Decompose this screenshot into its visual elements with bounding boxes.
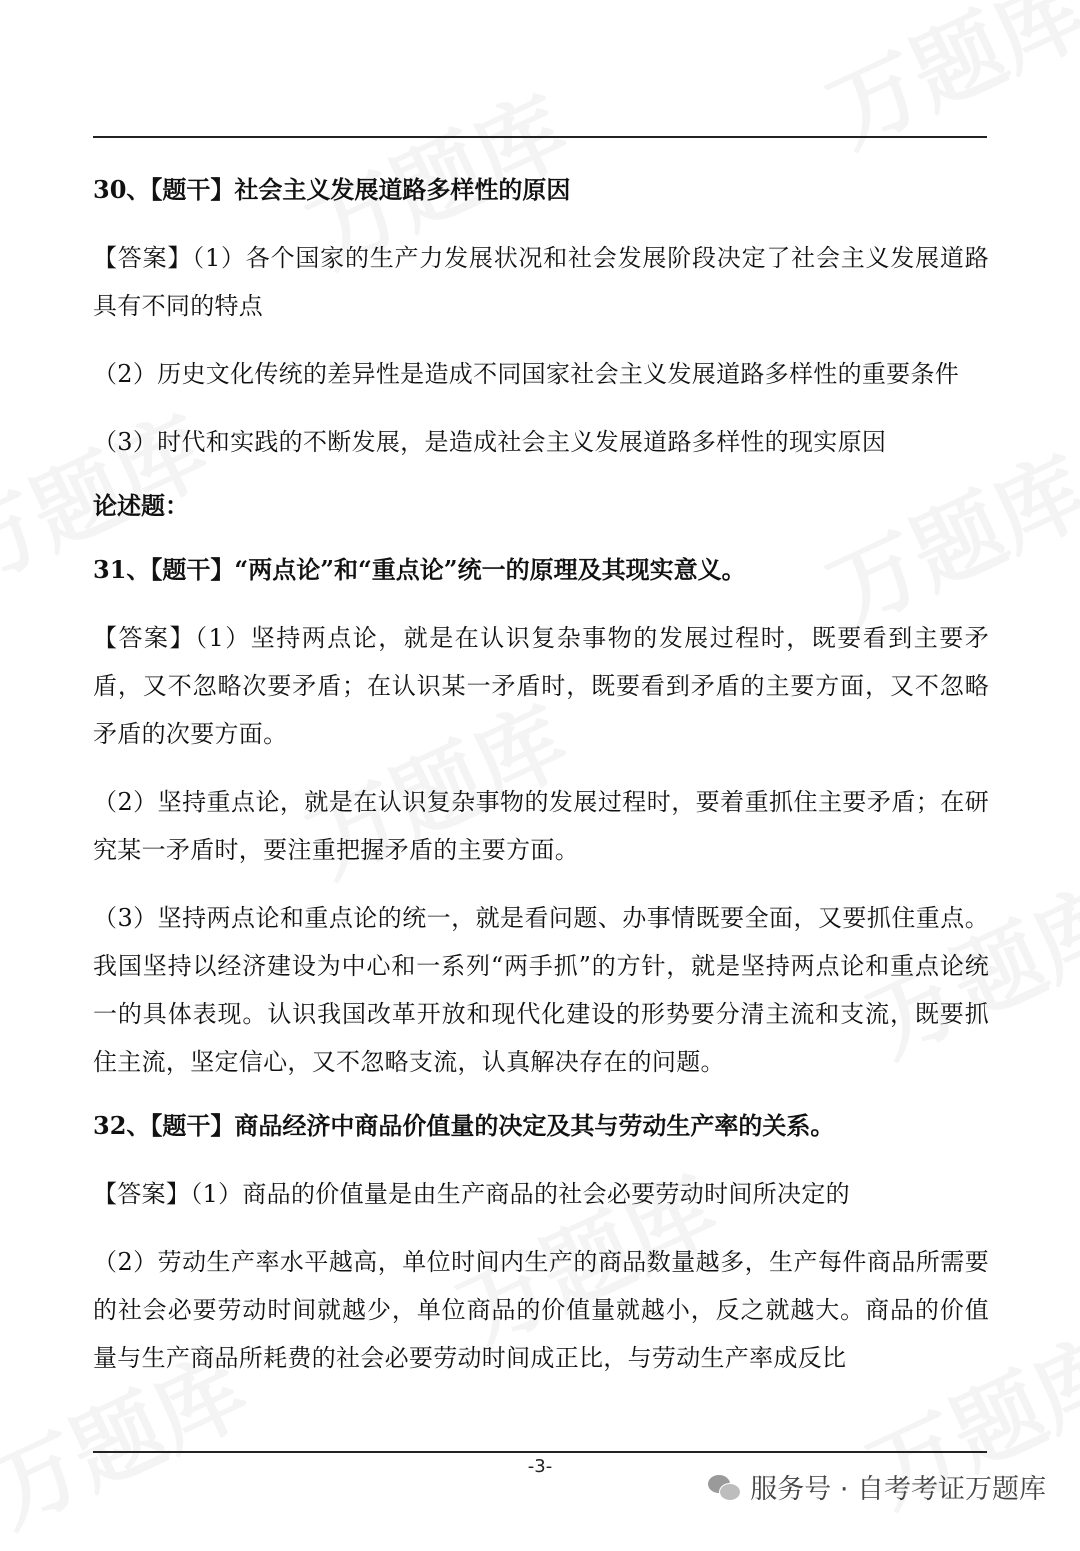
question-30-answer-2: （2）历史文化传统的差异性是造成不同国家社会主义发展道路多样性的重要条件 bbox=[93, 360, 960, 388]
question-30-answer-1: 【答案】（1）各个国家的生产力发展状况和社会发展阶段决定了社会主义发展道路具有不同的特点 bbox=[93, 244, 989, 320]
question-31-answer-3: （3）坚持两点论和重点论的统一，就是看问题、办事情既要全面，又要抓住重点。我国坚持以经济建设为中心和一系列“两手抓”的方针，就是坚持两点论和重点论统一的具体表现。认识我国改革开放和现代化建设的形势要分清主流和支流，既要抓住主流，坚定信心，又不忽略支流，认真解决存在的问题。 bbox=[93, 904, 989, 1076]
page-content bbox=[93, 170, 989, 1402]
watermark bbox=[805, 0, 1080, 171]
question-32-answer-1: 【答案】（1）商品的价值量是由生产商品的社会必要劳动时间所决定的 bbox=[93, 1180, 850, 1208]
footer-rule bbox=[93, 1451, 987, 1453]
question-31-answer-1: 【答案】（1）坚持两点论，就是在认识复杂事物的发展过程时，既要看到主要矛盾，又不忽略次要矛盾；在认识某一矛盾时，既要看到矛盾的主要方面，又不忽略矛盾的次要方面。 bbox=[93, 624, 989, 748]
question-32-heading: 32、【题干】商品经济中商品价值量的决定及其与劳动生产率的关系。 bbox=[93, 1111, 835, 1140]
question-30-answer-3: （3）时代和实践的不断发展，是造成社会主义发展道路多样性的现实原因 bbox=[93, 428, 887, 456]
question-30-heading: 30、【题干】社会主义发展道路多样性的原因 bbox=[93, 175, 571, 204]
question-31-heading: 31、【题干】“两点论”和“重点论”统一的原理及其现实意义。 bbox=[93, 555, 746, 584]
wechat-icon bbox=[708, 1473, 740, 1501]
question-31-answer-2: （2）坚持重点论，就是在认识复杂事物的发展过程时，要着重抓住主要矛盾；在研究某一矛盾时，要注重把握矛盾的主要方面。 bbox=[93, 788, 989, 864]
section-title: 论述题： bbox=[93, 491, 189, 520]
footer-text: 服务号 · 自考考证万题库 bbox=[750, 1474, 1046, 1505]
question-32-answer-2: （2）劳动生产率水平越高，单位时间内生产的商品数量越多，生产每件商品所需要的社会必要劳动时间就越少，单位商品的价值量就越小，反之就越大。商品的价值量与生产商品所耗费的社会必要劳动时间成正比，与劳动生产率成反比 bbox=[93, 1248, 989, 1372]
page-number: -3- bbox=[527, 1456, 553, 1477]
header-rule bbox=[93, 136, 987, 138]
wechat-footer bbox=[708, 1467, 1046, 1506]
